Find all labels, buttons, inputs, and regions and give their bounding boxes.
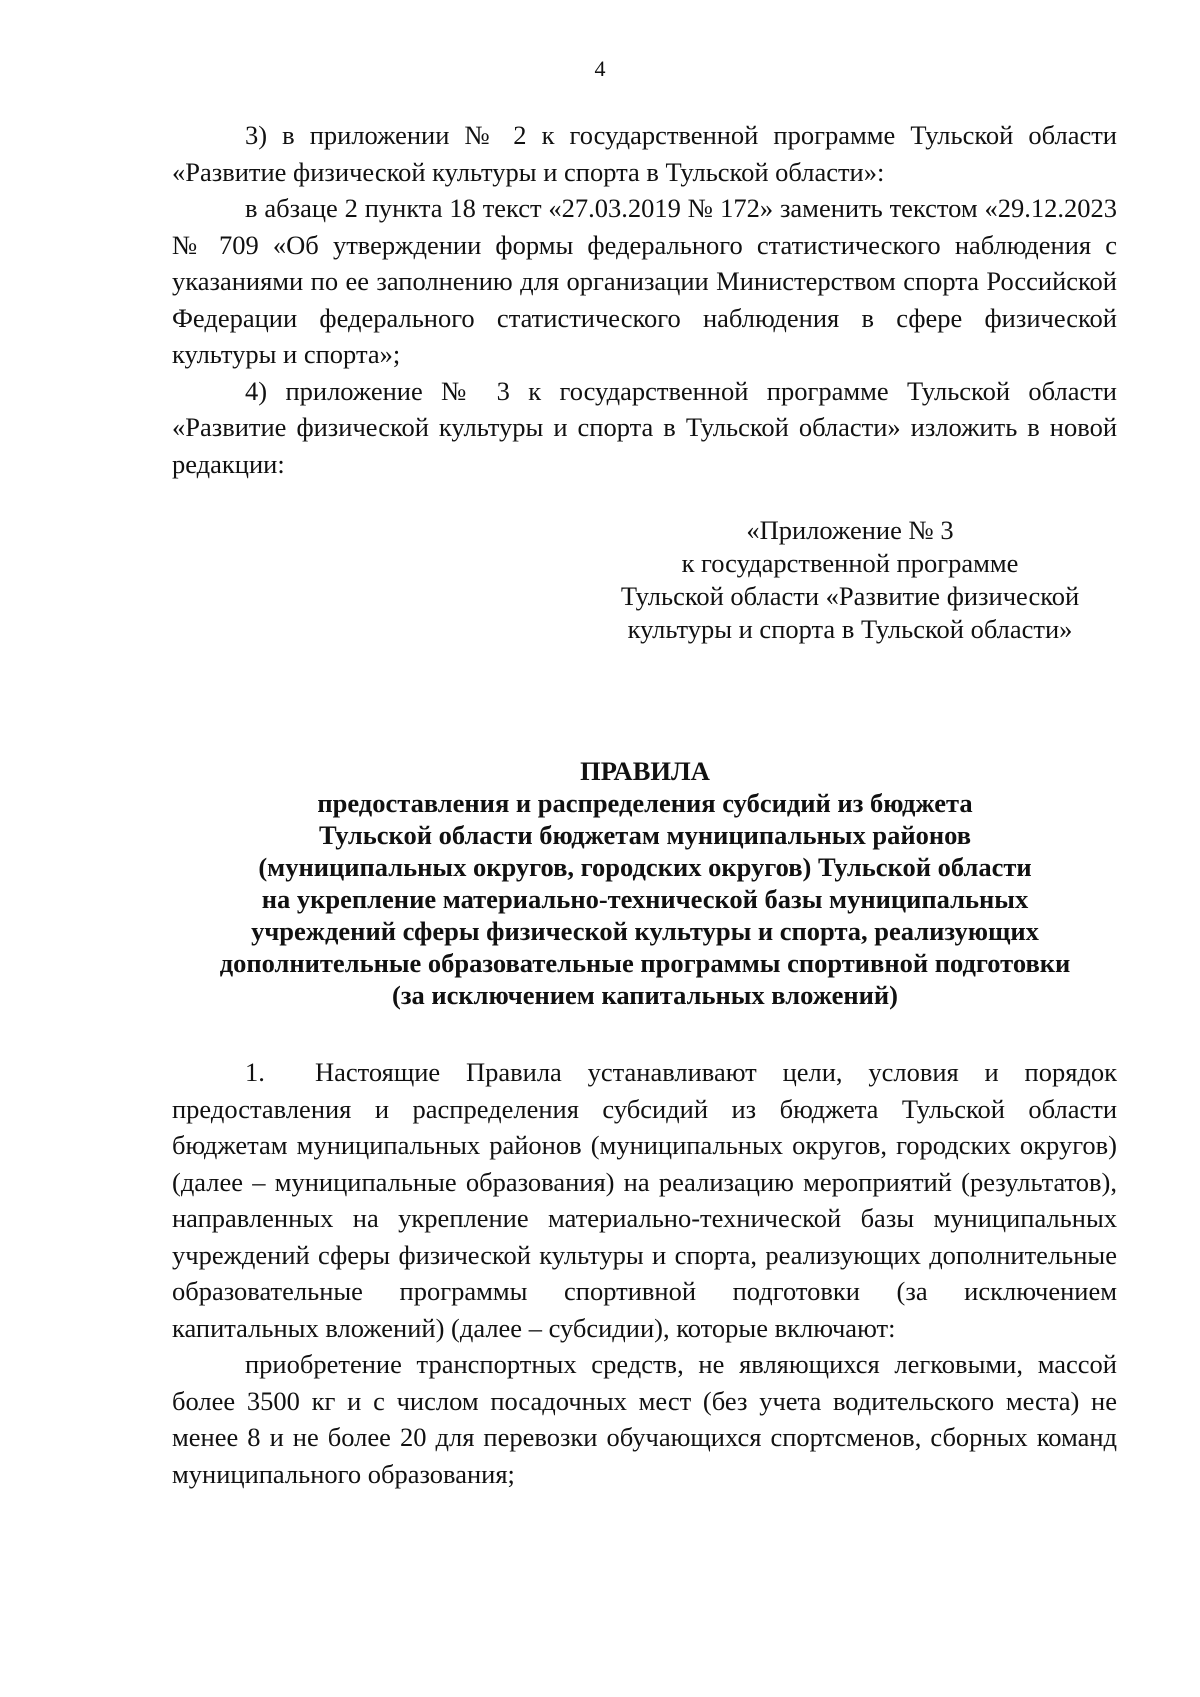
item-number: 1. bbox=[245, 1057, 265, 1087]
rules-title-line: учреждений сферы физической культуры и спорта, реализующих bbox=[251, 916, 1039, 946]
page-number: 4 bbox=[594, 56, 606, 81]
rules-body bbox=[172, 1054, 1117, 1492]
amendment-paragraph-3: 3) в приложении № 2 к государственной программе Тульской области «Развитие физической культуры и спорта в Тульской области»: bbox=[172, 120, 1117, 187]
rules-title-line: дополнительные образовательные программы спортивной подготовки bbox=[219, 948, 1071, 978]
appendix-line: Тульской области «Развитие физической bbox=[620, 581, 1080, 611]
appendix-line: «Приложение № 3 bbox=[746, 515, 954, 545]
amendment-paragraph-replace-text: в абзаце 2 пункта 18 текст «27.03.2019 № 172» заменить текстом «29.12.2023 № 709 «Об утверждении формы федерального статистического наблюдения с указаниями по ее заполнению для организации Министерством спорта Российской Федерации федерального статистического наблюдения в сфере физической культуры и спорта»; bbox=[172, 193, 1117, 369]
amendment-paragraph-4: 4) приложение № 3 к государственной программе Тульской области «Развитие физической культуры и спорта в Тульской области» изложить в новой редакции: bbox=[172, 375, 1117, 479]
amendments-section bbox=[172, 117, 1117, 482]
appendix-header bbox=[590, 514, 1110, 646]
rules-title-line: Тульской области бюджетам муниципальных районов bbox=[318, 820, 972, 850]
rules-title-line: (муниципальных округов, городских округов) Тульской области bbox=[258, 852, 1032, 882]
rules-item-1-subitem: приобретение транспортных средств, не являющихся легковыми, массой более 3500 кг и с числом посадочных мест (без учета водительского места) не менее 8 и не более 20 для перевозки обучающихся спортсменов, сборных команд муниципального образования; bbox=[172, 1349, 1117, 1489]
rules-title bbox=[150, 755, 1140, 1011]
item-text: Настоящие Правила устанавливают цели, условия и порядок предоставления и распределения субсидий из бюджета Тульской области бюджетам муниципальных районов (муниципальных округов, городских округов) (далее – муниципальные образования) на реализацию мероприятий (результатов), направленных на укрепление материально-технической базы муниципальных учреждений сферы физической культуры и спорта, реализующих дополнительные образовательные программы спортивной подготовки (за исключением капитальных вложений) (далее – субсидии), которые включают: bbox=[172, 1057, 1117, 1343]
rules-title-line: (за исключением капитальных вложений) bbox=[392, 980, 898, 1010]
rules-title-line: на укрепление материально-технической базы муниципальных bbox=[261, 884, 1029, 914]
appendix-line: к государственной программе bbox=[681, 548, 1019, 578]
rules-title-line: предоставления и распределения субсидий из бюджета bbox=[317, 788, 973, 818]
appendix-line: культуры и спорта в Тульской области» bbox=[627, 614, 1073, 644]
rules-item-1 bbox=[172, 1054, 1117, 1346]
rules-heading: ПРАВИЛА bbox=[580, 756, 710, 786]
